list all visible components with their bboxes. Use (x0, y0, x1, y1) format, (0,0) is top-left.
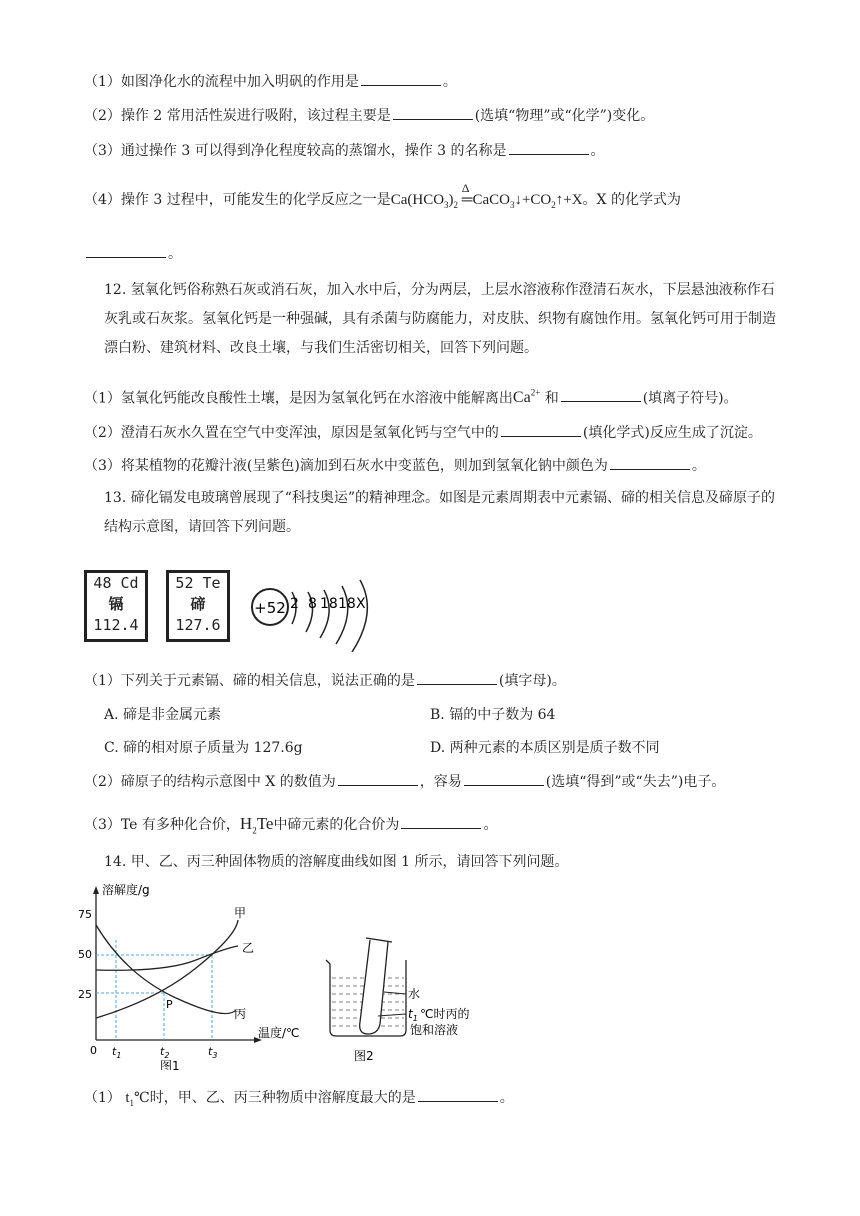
q12-item-3 (84, 456, 706, 476)
te-name: 碲 (190, 595, 206, 613)
answer-blank[interactable] (393, 107, 473, 120)
q13-item-2-mid: ，容易 (419, 774, 462, 790)
q14-item-1-end: 。 (499, 1090, 514, 1106)
figure-2-caption: 图2 (354, 1049, 374, 1063)
x-tick-t2: $t_2$ (160, 1045, 170, 1060)
label-solution-a: ℃时丙的 (420, 1007, 470, 1021)
q13-item-1-end: (填字母)。 (498, 673, 566, 689)
label-water: 水 (408, 987, 421, 1001)
te-atom-structure-diagram (248, 572, 388, 652)
q13-item-3-text: （3）Te 有多种化合价， (84, 817, 240, 833)
q11-item-1 (84, 72, 457, 92)
curve-label-bing: 丙 (234, 1007, 247, 1021)
q12-item-1-end: (填离子符号)。 (642, 390, 738, 407)
shell-arc-4 (336, 586, 348, 644)
label-t1-prefix: $t_1$ (408, 1007, 418, 1023)
q13-option-a[interactable]: A. 碲是非金属元素 (104, 707, 222, 723)
q13-option-d[interactable]: D. 两种元素的本质区别是质子数不同 (430, 740, 660, 756)
q13-item-2-end: (选填“得到”或“失去”)电子。 (545, 774, 726, 790)
q12-item-2 (84, 423, 762, 443)
nucleus-charge: +52 (254, 599, 286, 617)
y-axis-label: 溶解度/g (102, 883, 150, 897)
answer-blank[interactable] (418, 1089, 498, 1102)
q14-item-1-prefix: （1） (84, 1090, 121, 1106)
curve-label-jia: 甲 (234, 906, 247, 920)
q11-item-4-end: 。 (168, 246, 182, 262)
q11-item-2 (84, 106, 654, 126)
cd-name: 镉 (108, 595, 124, 613)
solution-pointer (378, 1014, 406, 1016)
answer-blank[interactable] (561, 389, 641, 402)
y-tick-25: 25 (78, 988, 92, 1001)
y-axis-arrow (93, 886, 99, 894)
answer-blank[interactable] (417, 672, 497, 685)
q11-item-1-text: （1）如图净化水的流程中加入明矾的作用是 (84, 74, 359, 90)
q11-item-4 (84, 181, 681, 215)
answer-blank[interactable] (361, 73, 441, 86)
q11-item-1-end: 。 (442, 74, 457, 90)
answer-blank[interactable] (509, 142, 589, 155)
guide-lines (96, 940, 212, 1040)
q12-item-1 (84, 383, 738, 408)
solubility-curve-figure (76, 880, 316, 1070)
label-solution-b: 饱和溶液 (410, 1023, 459, 1037)
q11-item-4-post: 。X 的化学式为 (582, 192, 681, 208)
q13-item-3-mid: 中碲元素的化合价为 (273, 817, 400, 833)
shell-electrons-4: 18 (338, 596, 356, 612)
curve-label-yi: 乙 (242, 941, 255, 955)
q13-item-2 (84, 772, 725, 792)
q12-item-1-mid: 和 (544, 390, 559, 407)
q11-item-3 (84, 141, 605, 161)
q12-item-3-text: （3）将某植物的花瓣汁液(呈紫色)滴加到石灰水中变蓝色，则加到氢氧化钠中颜色为 (84, 458, 608, 474)
te-number-symbol: 52 Te (175, 574, 221, 592)
q11-item-2-text: （2）操作 2 常用活性炭进行吸附，该过程主要是 (84, 108, 391, 124)
q12-item-2-text: （2）澄清石灰水久置在空气中变浑浊，原因是氢氧化钙与空气中的 (84, 425, 499, 441)
shell-electrons-2: 8 (308, 596, 317, 612)
q12-intro: 12. 氢氧化钙俗称熟石灰或消石灰，加入水中后，分为两层，上层水溶液称作澄清石灰水，下层悬浊液称作石灰乳或石灰浆。氢氧化钙是一种强碱，具有杀菌与防腐能力，对皮肤、织物有腐蚀作用。氢氧化钙可用于制造漂白粉、建筑材料、改良土壤，与我们生活密切相关，回答下列问题。 (104, 282, 776, 356)
y-tick-50: 50 (78, 948, 92, 961)
te-mass: 127.6 (175, 616, 221, 634)
origin-label: 0 (90, 1044, 97, 1057)
q11-item-4-text: （4）操作 3 过程中，可能发生的化学反应之一是 (84, 192, 391, 208)
q14-item-1-text: ℃时，甲、乙、丙三种物质中溶解度最大的是 (134, 1090, 416, 1106)
calcium-ion: $Ca^{2+}$ (512, 388, 541, 407)
q13-option-b[interactable]: B. 镉的中子数为 64 (430, 707, 556, 723)
q13-item-3-end: 。 (483, 817, 498, 833)
answer-blank[interactable] (501, 424, 581, 437)
h2te-formula: $H_2Te$ (239, 814, 274, 836)
q11-item-3-text: （3）通过操作 3 可以得到净化程度较高的蒸馏水，操作 3 的名称是 (84, 143, 507, 159)
q13-intro: 13. 碲化镉发电玻璃曾展现了“科技奥运”的精神理念。如图是元素周期表中元素镉、碲的相关信息及碲原子的结构示意图，请回答下列问题。 (104, 490, 776, 535)
answer-blank[interactable] (401, 816, 481, 829)
y-tick-75: 75 (78, 908, 92, 921)
x-tick-t1: $t_1$ (112, 1045, 122, 1060)
cd-mass: 112.4 (93, 616, 139, 634)
figure-1-caption: 图1 (160, 1059, 180, 1070)
q12-item-1-text: （1）氢氧化钙能改良酸性土壤，是因为氢氧化钙在水溶液中能解离出 (84, 390, 513, 407)
q13-option-c[interactable]: C. 碲的相对原子质量为 127.6g (104, 740, 303, 756)
answer-blank[interactable] (338, 773, 418, 786)
shell-electrons-3: 18 (320, 596, 338, 612)
answer-blank[interactable] (464, 773, 544, 786)
t1-symbol: $t_1$ (125, 1090, 135, 1108)
q11-item-4-answer-line (84, 244, 182, 264)
q11-item-3-end: 。 (590, 143, 605, 159)
intersection-point-p: P (166, 998, 173, 1011)
q13-item-2-text: （2）碲原子的结构示意图中 X 的数值为 (84, 774, 336, 790)
q12-item-3-end: 。 (691, 458, 706, 474)
q13-item-1 (84, 671, 566, 691)
q13-item-1-text: （1）下列关于元素镉、碲的相关信息，说法正确的是 (84, 673, 415, 689)
answer-blank[interactable] (610, 457, 690, 470)
cd-number-symbol: 48 Cd (93, 574, 139, 592)
shell-electrons-1: 2 (290, 596, 299, 612)
beaker-test-tube-figure (318, 930, 488, 1070)
q11-item-2-end: (选填“物理”或“化学”)变化。 (474, 108, 655, 124)
x-tick-t3: $t_3$ (208, 1045, 218, 1060)
q12-item-2-end: (填化学式)反应生成了沉淀。 (582, 425, 762, 441)
chemical-equation: $Ca(HCO_3)_2$ Δ $═CaCO_3↓+CO_2↑+X$ (390, 181, 583, 210)
test-tube (360, 940, 388, 1034)
shell-electrons-5: X (356, 596, 366, 612)
q13-item-3 (84, 814, 497, 840)
shell-arc-5 (352, 580, 367, 652)
q14-item-1 (84, 1088, 514, 1113)
answer-blank[interactable] (86, 245, 166, 258)
x-axis-label: 温度/℃ (258, 1026, 300, 1040)
element-cd-card (84, 570, 148, 642)
element-te-card (166, 570, 230, 642)
q14-intro: 14. 甲、乙、丙三种固体物质的溶解度曲线如图 1 所示，请回答下列问题。 (104, 854, 569, 870)
